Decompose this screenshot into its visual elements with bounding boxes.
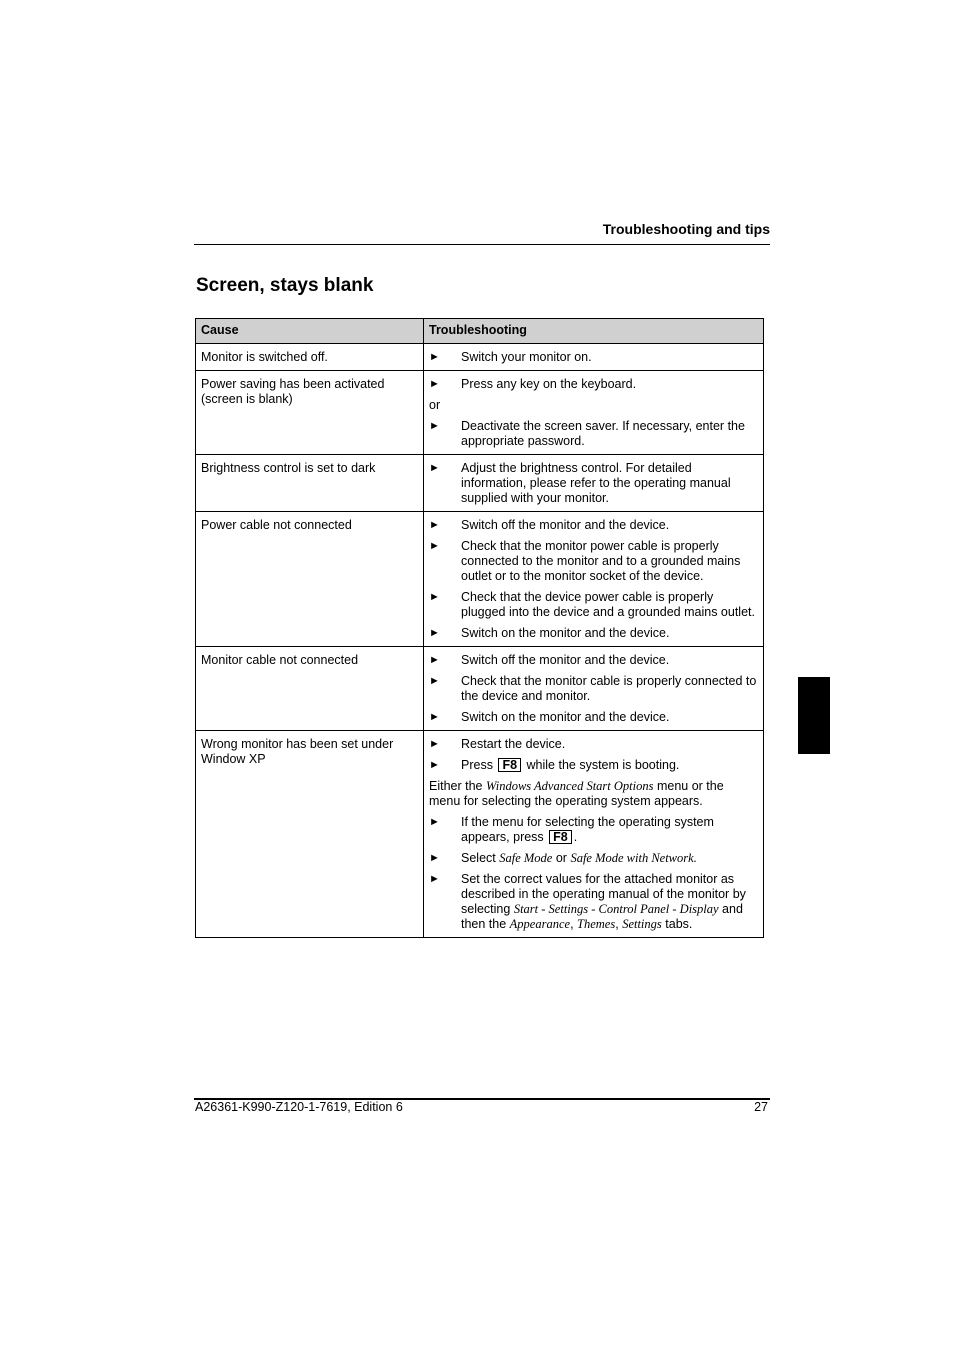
ui-term: Settings — [622, 917, 662, 931]
arrow-bullet-icon: ► — [429, 420, 440, 432]
step-item: ► Restart the device. — [429, 737, 566, 751]
f8-key-label: F8 — [549, 830, 572, 844]
ui-term: Windows Advanced Start Options — [486, 779, 654, 793]
table-row — [196, 455, 764, 512]
cause-cell: Power cable not connected — [196, 512, 424, 647]
arrow-bullet-icon: ► — [429, 873, 440, 885]
solution-cell — [424, 512, 764, 647]
page-title: Screen, stays blank — [196, 275, 374, 296]
chapter-tab-marker — [798, 677, 830, 754]
arrow-bullet-icon: ► — [429, 675, 440, 687]
cause-cell: Monitor cable not connected — [196, 647, 424, 731]
solution-cell — [424, 647, 764, 731]
step-item: ► Check that the device power cable is properly plugged into the device and a grounded mains outlet. — [429, 590, 755, 619]
ui-term: Themes — [577, 917, 616, 931]
step-item: ► Switch your monitor on. — [429, 350, 592, 364]
step-item: ► Switch on the monitor and the device. — [429, 626, 670, 640]
table-header-row — [196, 319, 764, 344]
cause-cell: Brightness control is set to dark — [196, 455, 424, 512]
arrow-bullet-icon: ► — [429, 462, 440, 474]
header-rule — [194, 244, 770, 245]
ui-term: Start - Settings - Control Panel - Display — [513, 902, 719, 916]
step-item: ► Set the correct values for the attached monitor as described in the operating manual of the monitor by selecting Start - Settings - Control Panel - Display and then the Appearance, Themes, Settings tabs. — [429, 872, 746, 931]
step-item: ► Deactivate the screen saver. If necessary, enter the appropriate password. — [429, 419, 745, 448]
arrow-bullet-icon: ► — [429, 711, 440, 723]
table-row — [196, 344, 764, 371]
or-separator: or — [429, 398, 441, 412]
troubleshooting-table — [195, 318, 764, 938]
solution-cell — [424, 371, 764, 455]
column-header-cause: Cause — [196, 319, 424, 344]
step-item: ► Switch on the monitor and the device. — [429, 710, 670, 724]
step-item: ► Press any key on the keyboard. — [429, 377, 637, 391]
arrow-bullet-icon: ► — [429, 351, 440, 363]
step-item: ► Switch off the monitor and the device. — [429, 653, 670, 667]
ui-term: Appearance — [509, 917, 571, 931]
step-item: ► Check that the monitor cable is properly connected to the device and monitor. — [429, 674, 757, 703]
table-row — [196, 647, 764, 731]
solution-cell — [424, 731, 764, 938]
arrow-bullet-icon: ► — [429, 738, 440, 750]
step-item: ► Select Safe Mode or Safe Mode with Network. — [429, 851, 697, 865]
arrow-bullet-icon: ► — [429, 852, 440, 864]
solution-cell — [424, 455, 764, 512]
info-paragraph: Either the Windows Advanced Start Options menu or the menu for selecting the operating system appears. — [429, 779, 724, 808]
arrow-bullet-icon: ► — [429, 378, 440, 390]
ui-term: Safe Mode with Network — [570, 851, 694, 865]
arrow-bullet-icon: ► — [429, 759, 440, 771]
page-number: 27 — [754, 1100, 768, 1114]
running-header: Troubleshooting and tips — [602, 221, 770, 237]
step-item: ► Check that the monitor power cable is properly connected to the monitor and to a grounded mains outlet or to the monitor socket of the device. — [429, 539, 741, 583]
table-row — [196, 512, 764, 647]
cause-cell: Wrong monitor has been set under Window XP — [196, 731, 424, 938]
column-header-troubleshooting: Troubleshooting — [424, 319, 764, 344]
ui-term: Safe Mode — [499, 851, 553, 865]
arrow-bullet-icon: ► — [429, 519, 440, 531]
cause-cell: Power saving has been activated (screen is blank) — [196, 371, 424, 455]
f8-key-label: F8 — [498, 758, 521, 772]
arrow-bullet-icon: ► — [429, 816, 440, 828]
document-id: A26361-K990-Z120-1-7619, Edition 6 — [195, 1100, 403, 1114]
step-item: ► Adjust the brightness control. For detailed information, please refer to the operating manual supplied with your monitor. — [429, 461, 731, 505]
arrow-bullet-icon: ► — [429, 540, 440, 552]
arrow-bullet-icon: ► — [429, 654, 440, 666]
solution-cell — [424, 344, 764, 371]
step-item: ► Switch off the monitor and the device. — [429, 518, 670, 532]
table-row — [196, 731, 764, 938]
step-item: ► If the menu for selecting the operating system appears, press F8 . — [429, 815, 714, 844]
arrow-bullet-icon: ► — [429, 591, 440, 603]
cause-cell: Monitor is switched off. — [196, 344, 424, 371]
step-item: ► Press F8 while the system is booting. — [429, 758, 680, 772]
table-row — [196, 371, 764, 455]
arrow-bullet-icon: ► — [429, 627, 440, 639]
